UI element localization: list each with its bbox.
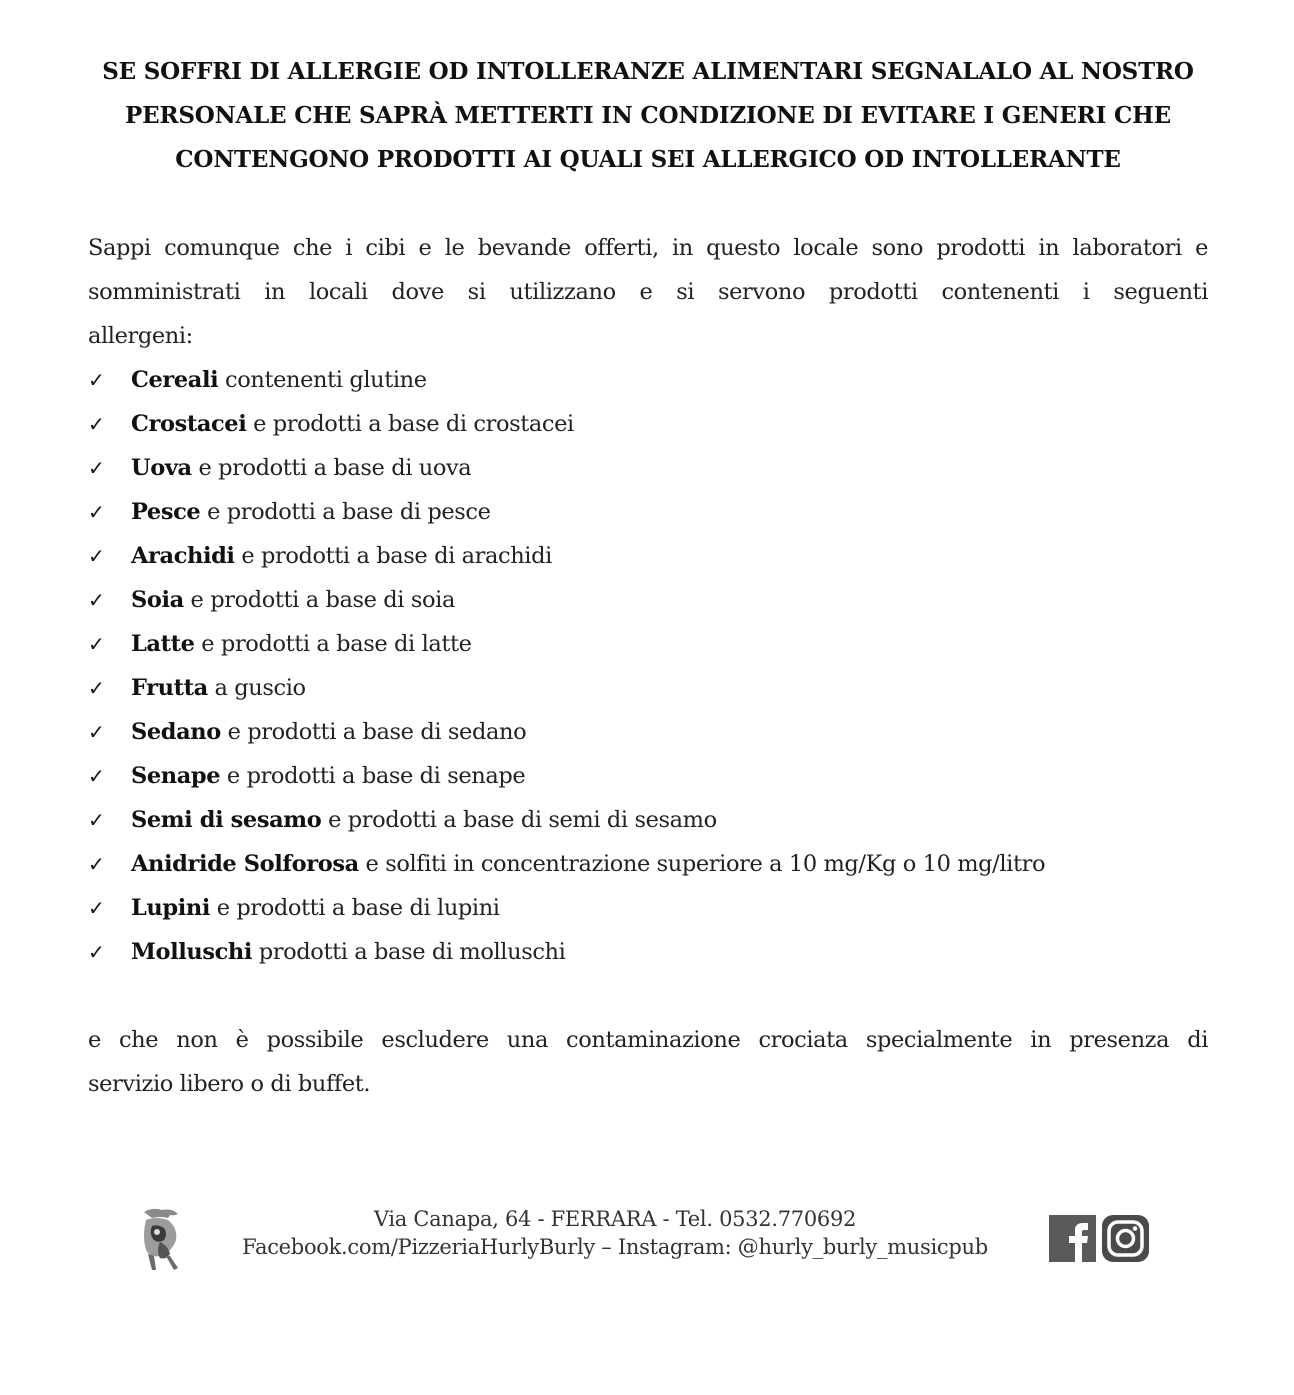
closing-line-1: e che non è possibile escludere una contaminazione crociata specialmente in presenza di [88, 1027, 1208, 1053]
checkmark-icon: ✓ [88, 544, 105, 568]
allergen-description: e prodotti a base di sedano [220, 719, 527, 745]
heading-line-3: CONTENGONO PRODOTTI AI QUALI SEI ALLERGICO OD INTOLLERANTE [175, 146, 1121, 173]
list-item [88, 622, 1208, 666]
intro-line-3: allergeni: [88, 323, 193, 349]
allergen-description: e prodotti a base di lupini [209, 895, 500, 921]
allergen-description: a guscio [207, 675, 306, 701]
closing-line-2: servizio libero o di buffet. [88, 1071, 371, 1097]
allergen-name: Cereali [131, 367, 219, 393]
allergen-description: e prodotti a base di uova [191, 455, 472, 481]
allergen-name: Crostacei [131, 411, 247, 437]
heading-line-2: PERSONALE CHE SAPRÀ METTERTI IN CONDIZIONE DI EVITARE I GENERI CHE [125, 102, 1171, 129]
allergen-name: Semi di sesamo [131, 807, 322, 833]
allergen-list [88, 358, 1208, 974]
heading-line-1: SE SOFFRI DI ALLERGIE OD INTOLLERANZE ALIMENTARI SEGNALALO AL NOSTRO [102, 58, 1194, 85]
allergen-description: e prodotti a base di arachidi [234, 543, 552, 569]
allergen-name: Lupini [131, 895, 210, 921]
checkmark-icon: ✓ [88, 500, 105, 524]
list-item [88, 930, 1208, 974]
allergen-description: e prodotti a base di crostacei [246, 411, 574, 437]
allergen-description: e prodotti a base di senape [220, 763, 526, 789]
list-item [88, 886, 1208, 930]
checkmark-icon: ✓ [88, 412, 105, 436]
list-item [88, 358, 1208, 402]
checkmark-icon: ✓ [88, 456, 105, 480]
allergen-description: e solfiti in concentrazione superiore a 10 mg/Kg o 10 mg/litro [358, 851, 1046, 877]
closing-paragraph [88, 1018, 1208, 1106]
intro-paragraph [88, 226, 1208, 358]
footer-social: Facebook.com/PizzeriaHurlyBurly – Instagram: @hurly_burly_musicpub [242, 1235, 988, 1259]
list-item [88, 490, 1208, 534]
checkmark-icon: ✓ [88, 588, 105, 612]
allergen-name: Anidride Solforosa [131, 851, 359, 877]
list-item [88, 402, 1208, 446]
list-item [88, 534, 1208, 578]
checkmark-icon: ✓ [88, 676, 105, 700]
intro-line-1: Sappi comunque che i cibi e le bevande offerti, in questo locale sono prodotti in laboratori e [88, 235, 1208, 261]
allergen-description: prodotti a base di molluschi [252, 939, 566, 965]
checkmark-icon: ✓ [88, 808, 105, 832]
list-item [88, 798, 1208, 842]
allergen-name: Latte [131, 631, 195, 657]
logo-icon [138, 1206, 182, 1272]
checkmark-icon: ✓ [88, 852, 105, 876]
list-item [88, 578, 1208, 622]
instagram-icon [1102, 1215, 1149, 1262]
allergen-name: Pesce [131, 499, 201, 525]
checkmark-icon: ✓ [88, 368, 105, 392]
allergen-description: e prodotti a base di soia [183, 587, 455, 613]
list-item [88, 710, 1208, 754]
list-item [88, 842, 1208, 886]
footer-contact [200, 1205, 1030, 1261]
allergen-description: e prodotti a base di semi di sesamo [321, 807, 717, 833]
allergen-description: contenenti glutine [218, 367, 427, 393]
checkmark-icon: ✓ [88, 720, 105, 744]
allergen-name: Frutta [131, 675, 208, 701]
allergen-name: Molluschi [131, 939, 253, 965]
checkmark-icon: ✓ [88, 764, 105, 788]
allergen-name: Soia [131, 587, 184, 613]
list-item [88, 666, 1208, 710]
allergen-name: Sedano [131, 719, 221, 745]
allergen-name: Arachidi [131, 543, 235, 569]
list-item [88, 754, 1208, 798]
checkmark-icon: ✓ [88, 896, 105, 920]
allergen-description: e prodotti a base di pesce [200, 499, 491, 525]
warning-heading [88, 50, 1208, 182]
checkmark-icon: ✓ [88, 940, 105, 964]
allergen-description: e prodotti a base di latte [194, 631, 472, 657]
checkmark-icon: ✓ [88, 632, 105, 656]
footer-address: Via Canapa, 64 - FERRARA - Tel. 0532.770692 [373, 1207, 857, 1231]
intro-line-2: somministrati in locali dove si utilizzano e si servono prodotti contenenti i seguenti [88, 279, 1208, 305]
allergen-name: Uova [131, 455, 192, 481]
list-item [88, 446, 1208, 490]
facebook-icon [1049, 1215, 1096, 1262]
allergen-name: Senape [131, 763, 221, 789]
